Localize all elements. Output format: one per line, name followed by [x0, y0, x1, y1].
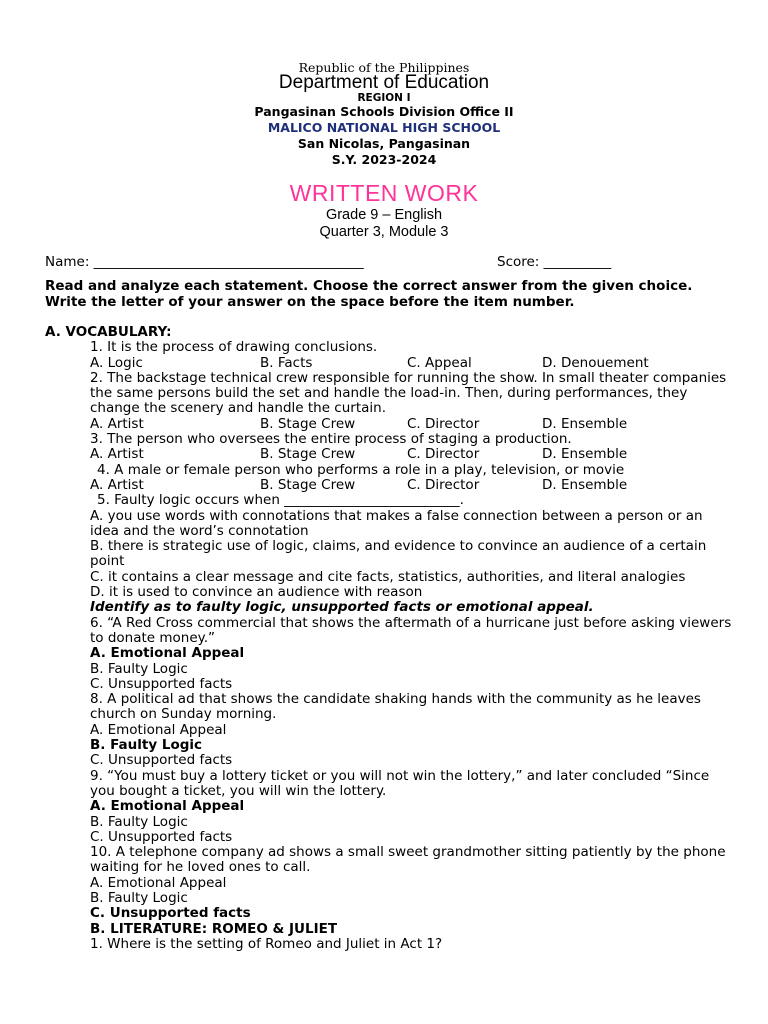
question-10-option-b: B. Faulty Logic [90, 889, 188, 906]
school-year: S.Y. 2023-2024 [331, 152, 437, 167]
school-heading: MALICO NATIONAL HIGH SCHOOL [267, 120, 501, 135]
section-b-heading: B. LITERATURE: ROMEO & JULIET [90, 920, 338, 937]
question-5-option-c: C. it contains a clear message and cite facts, statistics, authorities, and literal analogies [90, 568, 686, 585]
option-a: A. Artist [90, 476, 144, 493]
question-8: 8. A political ad that shows the candidate shaking hands with the community as he leaves church on Sunday morning. [90, 691, 701, 723]
question-8-option-b: B. Faulty Logic [90, 737, 203, 754]
question-4: 4. A male or female person who performs a role in a play, television, or movie [97, 461, 625, 478]
question-10-option-c: C. Unsupported facts [90, 905, 251, 922]
question-5-option-b: B. there is strategic use of logic, claims, and evidence to convince an audience of a certain point [90, 538, 707, 570]
question-9-option-c: C. Unsupported facts [90, 828, 233, 845]
option-d: D. Ensemble [542, 415, 628, 432]
question-1-options [45, 356, 735, 371]
option-c: C. Director [407, 415, 480, 432]
question-5: 5. Faulty logic occurs when __________________________. [97, 492, 464, 509]
option-d: D. Ensemble [542, 476, 628, 493]
question-8-option-c: C. Unsupported facts [90, 752, 233, 769]
question-5-option-a: A. you use words with connotations that makes a false connection between a person or an idea and the word’s connotation [90, 507, 703, 539]
option-c: C. Appeal [407, 354, 472, 371]
name-field[interactable]: Name: ________________________________________ [45, 254, 364, 270]
republic-heading: Republic of the Philippines [298, 60, 470, 75]
division-heading: Pangasinan Schools Division Office II [254, 104, 514, 119]
question-10-option-a: A. Emotional Appeal [90, 874, 227, 891]
option-d: D. Denouement [542, 354, 649, 371]
question-10: 10. A telephone company ad shows a small sweet grandmother sitting patiently by the phone waiting for he loved ones to call. [90, 844, 726, 876]
grade-subtitle: Grade 9 – English [325, 207, 443, 223]
identify-instructions: Identify as to faulty logic, unsupported facts or emotional appeal. [90, 599, 594, 616]
region-heading: REGION I [357, 92, 411, 104]
question-5-option-d: D. it is used to convince an audience with reason [90, 584, 423, 601]
instructions: Read and analyze each statement. Choose the correct answer from the given choice. Write the letter of your answer on the space before the item number. [45, 278, 693, 310]
option-d: D. Ensemble [542, 446, 628, 463]
question-6-option-c: C. Unsupported facts [90, 675, 233, 692]
question-3-options [45, 447, 735, 462]
question-1: 1. It is the process of drawing conclusions. [90, 339, 378, 356]
option-b: B. Stage Crew [260, 415, 356, 432]
question-6-option-b: B. Faulty Logic [90, 660, 188, 677]
question-9-option-b: B. Faulty Logic [90, 813, 188, 830]
page-title: WRITTEN WORK [289, 180, 479, 206]
option-a: A. Artist [90, 415, 144, 432]
town-heading: San Nicolas, Pangasinan [297, 136, 471, 151]
question-9: 9. “You must buy a lottery ticket or you will not win the lottery,” and later concluded “Since you bought a ticket, you will win the lottery. [90, 767, 710, 799]
question-8-option-a: A. Emotional Appeal [90, 721, 227, 738]
section-a-heading: A. VOCABULARY: [45, 324, 172, 340]
option-c: C. Director [407, 446, 480, 463]
option-b: B. Stage Crew [260, 476, 356, 493]
quarter-subtitle: Quarter 3, Module 3 [319, 224, 449, 240]
department-heading: Department of Education [278, 72, 490, 93]
score-field[interactable]: Score: __________ [497, 254, 612, 270]
question-9-option-a: A. Emotional Appeal [90, 798, 245, 815]
option-a: A. Logic [90, 354, 143, 371]
questions [45, 325, 735, 952]
question-2-options [45, 417, 735, 432]
question-2: 2. The backstage technical crew responsible for running the show. In small theater companies the same persons build the set and handle the load-in. Then, during performances, they change the scenery and handle the curtain. [90, 369, 727, 417]
option-a: A. Artist [90, 446, 144, 463]
option-b: B. Stage Crew [260, 446, 356, 463]
option-c: C. Director [407, 476, 480, 493]
question-6-option-a: A. Emotional Appeal [90, 645, 245, 662]
question-6: 6. “A Red Cross commercial that shows the aftermath of a hurricane just before asking viewers to donate money.” [90, 614, 732, 646]
question-3: 3. The person who oversees the entire process of staging a production. [90, 431, 572, 448]
option-b: B. Facts [260, 354, 313, 371]
section-b-question-1: 1. Where is the setting of Romeo and Juliet in Act 1? [90, 935, 443, 952]
question-4-options [45, 478, 735, 493]
